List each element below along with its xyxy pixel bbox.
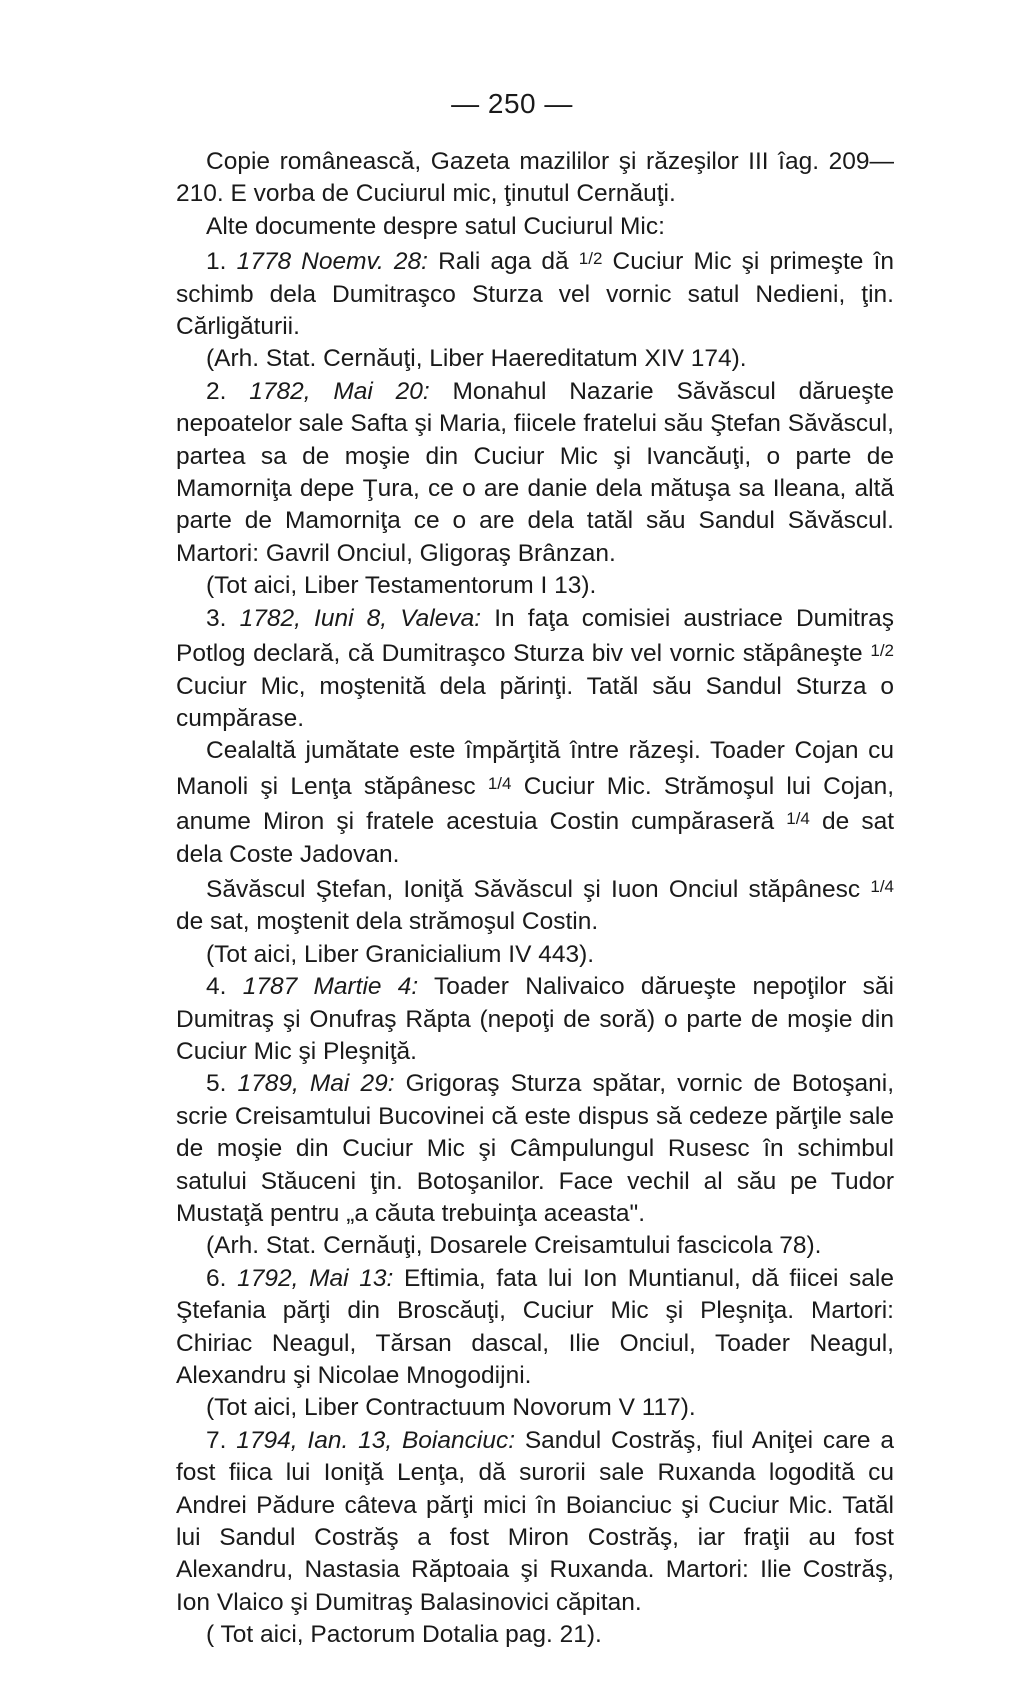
page-number: — 250 — — [451, 88, 573, 119]
entry-source: (Arh. Stat. Cernăuţi, Dosarele Creisamtului fascicola 78). — [206, 1232, 822, 1260]
entry-text: Cuciur Mic şi primeşte în schimb dela Dumitraşco Sturza vel vornic satul Nedieni, ţin. Cărligăturii. — [176, 248, 894, 341]
intro-heading: Alte documente despre satul Cuciurul Mic: — [206, 212, 665, 240]
entry-text: Grigoraş Sturza spătar, vornic de Botoşani, scrie Creisamtului Bucovinei că este dispus să cedeze părţile sale de moşie din Cuciur Mic şi Câmpulungul Rusesc în schimbul satului Stăuceni ţin. Botoşanilor. Face vechil al său pe Tudor Mustaţă pentru „a căuta trebuinţa aceasta". — [176, 1070, 895, 1227]
fraction: 1/4 — [487, 773, 512, 793]
entry-date: 1782, Mai 20: — [249, 377, 430, 405]
entry-number: 7. — [206, 1426, 227, 1454]
fraction: 1/4 — [870, 876, 894, 896]
entry-number: 1. — [206, 248, 227, 276]
fraction: 1/2 — [870, 641, 894, 661]
entry-number: 4. — [206, 973, 227, 1001]
entry-7 — [176, 1425, 894, 1619]
entry-number: 2. — [206, 377, 227, 405]
entry-3-paragraph-3 — [176, 871, 894, 939]
entry-text: de sat dela Coste Jadovan. — [176, 808, 895, 868]
fraction: 1/2 — [578, 249, 603, 269]
entry-3-paragraph-2 — [176, 735, 894, 871]
entry-source: (Tot aici, Liber Contractuum Novorum V 117). — [206, 1394, 696, 1422]
entry-date: 1794, Ian. 13, Boianciuc: — [236, 1426, 516, 1454]
entry-date: 1782, Iuni 8, Valeva: — [239, 604, 482, 632]
entry-text: Săvăscul Ştefan, Ioniţă Săvăscul şi Iuon Onciul stăpânesc — [206, 875, 861, 903]
intro-paragraph: Copie românească, Gazeta mazililor şi răzeşilor III îag. 209—210. E vorba de Cuciurul mic, ţinutul Cernăuţi. — [176, 148, 894, 208]
entry-text: Cealaltă jumătate este împărţită între răzeşi. Toader Cojan cu Manoli şi Lenţa stăpânesc — [176, 737, 894, 800]
entry-number: 3. — [206, 604, 227, 632]
entry-source: ( Tot aici, Pactorum Dotalia pag. 21). — [206, 1621, 602, 1649]
entry-date: 1789, Mai 29: — [237, 1070, 395, 1098]
entry-date: 1778 Noemv. 28: — [236, 248, 428, 276]
entry-number: 6. — [206, 1264, 227, 1292]
entry-date: 1792, Mai 13: — [237, 1264, 394, 1292]
entry-1 — [176, 243, 894, 343]
entry-text: de sat, moştenit dela strămoşul Costin. — [176, 908, 599, 936]
entry-text: In faţa comisiei austriace Dumitraş Potlog declară, că Dumitraşco Sturza biv vel vornic stăpâneşte — [176, 604, 894, 668]
entry-source: (Arh. Stat. Cernăuţi, Liber Haereditatum XIV 174). — [206, 345, 747, 373]
entry-date: 1787 Martie 4: — [242, 973, 419, 1001]
entry-6 — [176, 1263, 894, 1393]
entry-text: Sandul Costrăş, fiul Aniţei care a fost fiica lui Ioniţă Lenţa, dă surorii sale Ruxanda logodită cu Andrei Pădure câteva părţi mici în Boianciuc şi Cuciur Mic. Tatăl lui Sandul Costrăş a fost Miron Costrăş, iar fraţii au fost Alexandru, Nastasia Răptoaia şi Ruxanda. Martori: Ilie Costrăş, Ion Vlaico şi Dumitraş Balasinovici căpitan. — [176, 1426, 894, 1616]
entry-5 — [176, 1068, 894, 1230]
fraction: 1/4 — [786, 809, 810, 829]
entry-text: Eftimia, fata lui Ion Muntianul, dă fiicei sale Ştefania părţi din Broscăuţi, Cuciur Mic şi Pleşniţa. Martori: Chiriac Neagul, Tărsan dascal, Ilie Onciul, Toader Neagul, Alexandru şi Nicolae Mnogodijni. — [176, 1264, 894, 1390]
entry-source: (Tot aici, Liber Testamentorum I 13). — [206, 572, 597, 600]
entry-text: Cuciur Mic, moştenită dela părinţi. Tatăl său Sandul Sturza o cumpărase. — [176, 672, 894, 732]
entry-3 — [176, 603, 894, 736]
entry-text: Monahul Nazarie Săvăscul dărueşte nepoatelor sale Safta şi Maria, fiicele fratelui său Ştefan Săvăscul, partea sa de moşie din Cuciur Mic şi Ivancăuţi, o parte de Mamorniţa depe Ţura, ce o are danie dela mătuşa sa Ileana, altă parte de Mamorniţa ce o are dela tatăl său Sandul Săvăscul. Martori: Gavril Onciul, Gligoraş Brânzan. — [176, 377, 894, 567]
entry-source: (Tot aici, Liber Granicialium IV 443). — [206, 940, 595, 968]
document-body — [176, 146, 894, 1652]
entry-text: Rali aga dă — [438, 248, 569, 276]
entry-number: 5. — [206, 1070, 227, 1098]
entry-4 — [176, 971, 894, 1068]
entry-text: Toader Nalivaico dărueşte nepoţilor săi Dumitraş şi Onufraş Răpta (nepoţi de soră) o parte de moşie din Cuciur Mic şi Pleşniţă. — [176, 973, 894, 1065]
entry-2 — [176, 376, 894, 570]
entry-text: Cuciur Mic. Strămoşul lui Cojan, anume Miron şi fratele acestuia Costin cumpăraseră — [176, 772, 894, 836]
